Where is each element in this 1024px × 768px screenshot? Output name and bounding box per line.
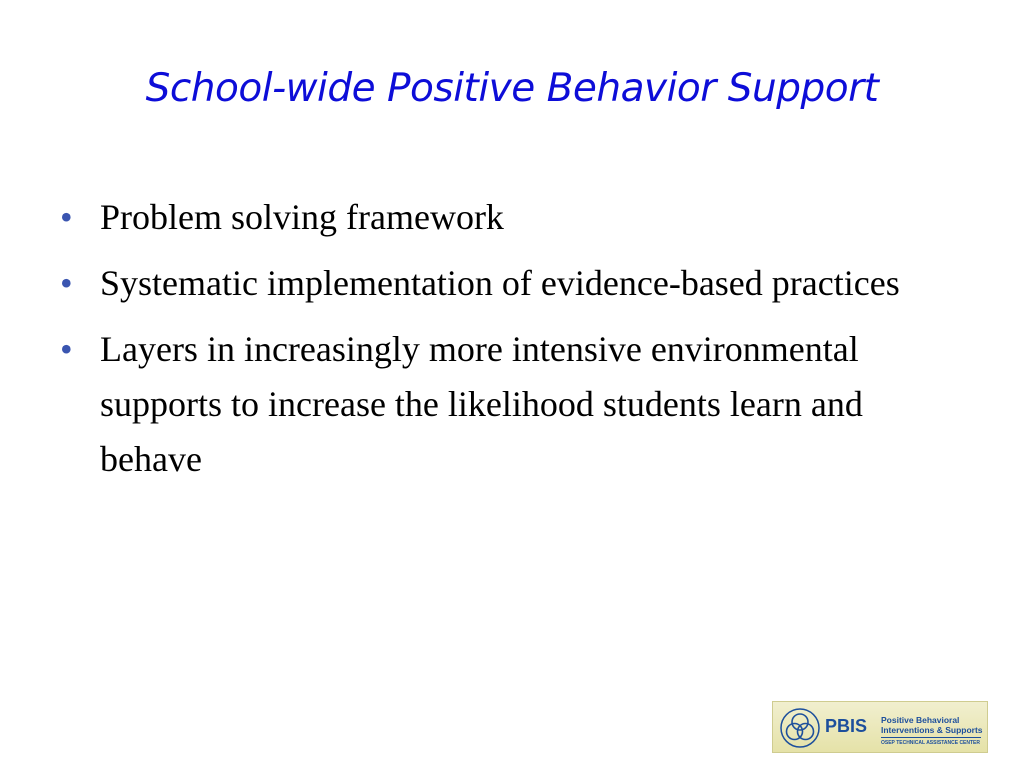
bullet-dot-icon: • [60, 197, 73, 237]
pbis-tagline-1: Positive Behavioral [881, 715, 960, 725]
bullet-text: Systematic implementation of evidence-based practices [100, 263, 900, 303]
bullet-dot-icon: • [60, 329, 73, 369]
pbis-wordmark: PBIS [825, 716, 868, 736]
bullet-item [60, 322, 880, 487]
pbis-badge [772, 701, 988, 753]
bullet-text: Layers in increasingly more intensive environmental supports to increase the likelihood students learn and behave [100, 329, 863, 479]
pbis-tagline-3: OSEP TECHNICAL ASSISTANCE CENTER [881, 740, 980, 746]
slide-title: School-wide Positive Behavior Support [145, 66, 879, 111]
interlocking-circles-logo-icon [779, 707, 821, 749]
bullet-text: Problem solving framework [100, 197, 504, 237]
bullet-item [60, 256, 960, 311]
bullet-item [60, 190, 960, 245]
pbis-tagline-2: Interventions & Supports [881, 725, 983, 735]
bullet-dot-icon: • [60, 263, 73, 303]
bullet-list [60, 190, 960, 498]
pbis-divider [881, 737, 981, 738]
